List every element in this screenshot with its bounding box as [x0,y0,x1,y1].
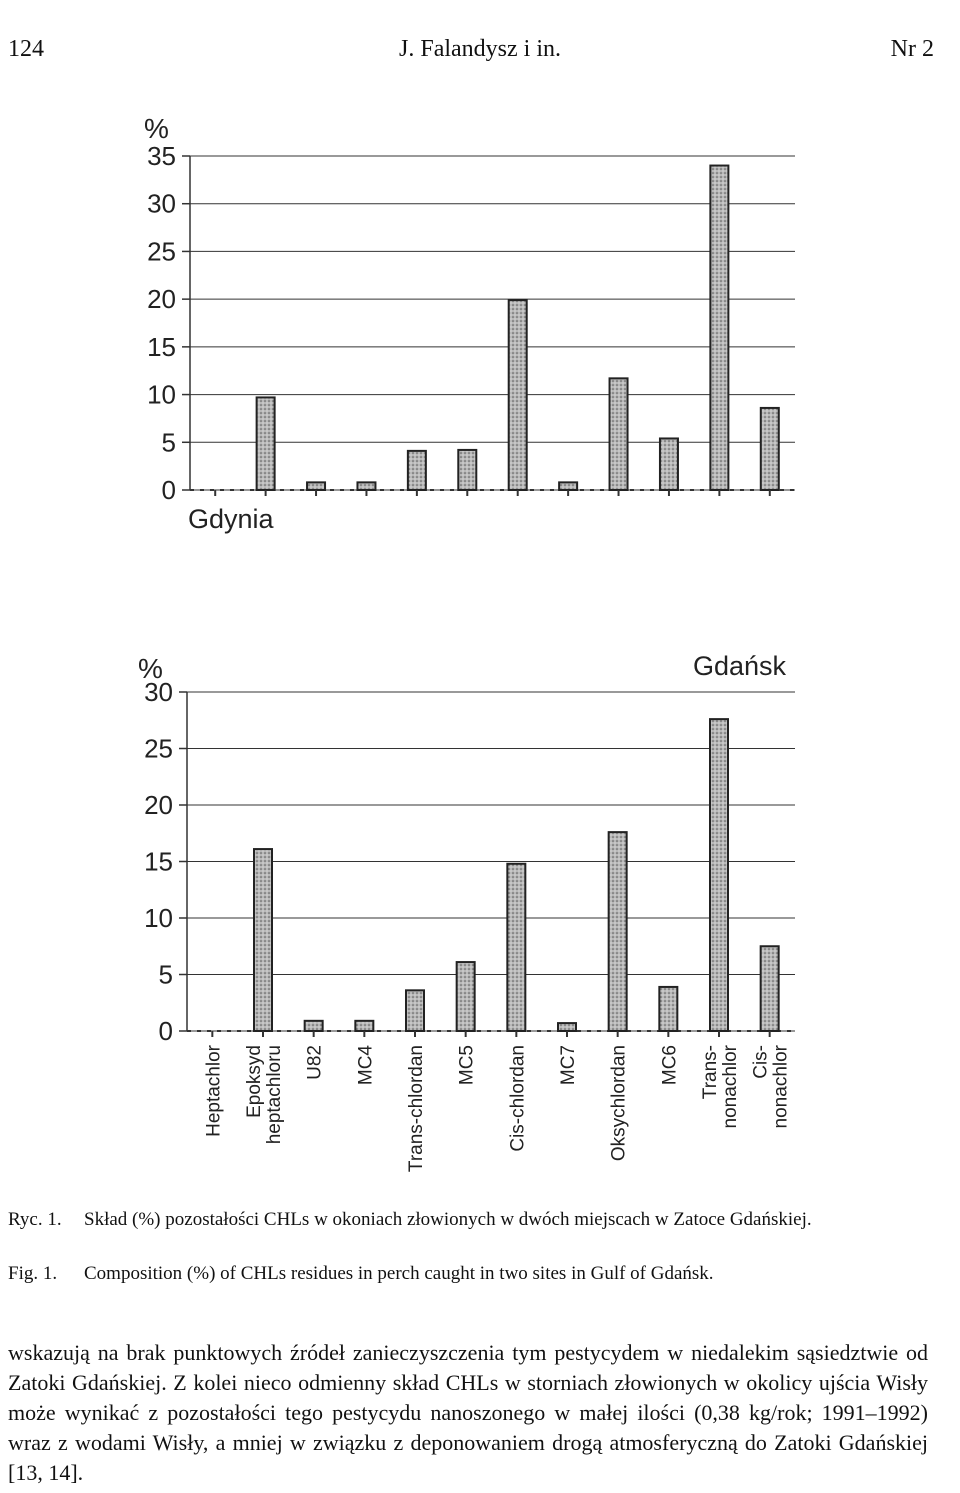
caption-en-label: Fig. 1. [8,1263,58,1284]
y-tick-label: 10 [147,379,176,410]
bar [507,864,525,1031]
bar [355,1021,373,1031]
bar [307,482,325,490]
bar [761,408,779,490]
bar [408,451,426,490]
y-tick-label: 25 [144,733,173,764]
x-tick-label-line: Cis- [750,1045,772,1079]
bar [509,300,527,490]
bar [761,946,779,1031]
bar [610,378,628,490]
bar [660,438,678,490]
page-number: 124 [8,36,44,62]
caption-en-text: Composition (%) of CHLs residues in perch caught in two sites in Gulf of Gdańsk. [84,1263,714,1284]
gdansk-bar-chart [0,640,960,1180]
y-tick-label: 10 [144,903,173,933]
x-tick-label [244,1045,285,1144]
x-tick-label-line: nonachlor [720,1045,741,1129]
y-tick-label: 5 [158,959,173,990]
y-tick-label: 5 [161,427,176,458]
y-tick-label: 15 [147,331,176,362]
x-tick-label-line: Cis-chlordan [507,1045,529,1152]
bar [257,397,275,490]
bar [710,166,728,490]
y-tick-label: 25 [147,236,176,267]
x-tick-label [203,1044,224,1137]
x-tick-label [751,1044,792,1128]
bar [710,719,728,1031]
y-tick-label: 0 [158,1016,173,1046]
figure-caption-polish [8,1208,934,1232]
x-tick-label [507,1045,528,1152]
x-tick-label [305,1045,326,1080]
y-tick-label: 0 [161,475,176,505]
x-tick-label [609,1045,630,1161]
bar [659,987,677,1031]
x-tick-label-line: Oksychlordan [608,1045,630,1162]
x-tick-label [457,1045,478,1085]
bar [305,1021,323,1031]
chart-site-title: Gdynia [188,504,274,534]
x-tick-label-line: MC7 [558,1045,579,1086]
x-tick-label-line: U82 [304,1045,326,1080]
caption-pl-label: Ryc. 1. [8,1209,62,1230]
figure-caption-english [8,1262,934,1286]
body-paragraph: wskazują na brak punktowych źródeł zanieczyszczenia tym pestycydem w niedalekim sąsiedztwie od Zatoki Gdańskiej. Z kolei nieco odmienny skład CHLs w storniach złowionych w okolicy ujścia Wisły może wynikać z pozostałości tego pestycydu nanoszonego w małej ilości (0,38 kg/rok; 1991–1992) wraz z wodami Wisły, a mniej w związku z deponowaniem drogą atmosferyczną do Zatoki Gdańskiej [13, 14]. [8,1340,928,1485]
y-tick-label: 20 [147,284,176,315]
x-tick-label [406,1045,427,1172]
x-tick-label-line: nonachlor [770,1045,792,1129]
x-tick-label-line: Epoksyd [244,1045,265,1118]
caption-pl-text: Skład (%) pozostałości CHLs w okoniach złowionych w dwóch miejscach w Zatoce Gdańskiej. [84,1209,812,1230]
x-tick-label-line: heptachloru [264,1045,285,1145]
x-tick-label-line: MC6 [659,1045,681,1086]
y-tick-label: 20 [144,790,173,820]
bar [609,832,627,1031]
gdynia-bar-chart [0,100,960,560]
y-tick-label: 35 [147,141,176,171]
x-tick-label [659,1045,680,1085]
y-tick-label: 15 [144,846,173,877]
y-tick-label: 30 [144,677,173,707]
y-axis-unit-label: % [144,113,169,144]
x-tick-label-line: MC5 [456,1045,478,1086]
bar [458,450,476,490]
y-axis-unit-label: % [138,653,163,684]
bar [457,962,475,1031]
bar [406,990,424,1031]
x-tick-label [558,1045,579,1085]
x-tick-label-line: Trans-chlordan [406,1045,427,1173]
x-tick-label [355,1045,376,1086]
bar [558,1023,576,1031]
chart-site-title: Gdańsk [692,651,786,681]
issue-number: Nr 2 [890,36,934,62]
running-header-authors: J. Falandysz i in. [399,36,561,62]
y-tick-label: 30 [147,188,176,219]
bar [357,482,375,490]
bar [559,482,577,490]
x-tick-label-line: MC4 [355,1045,377,1086]
bar [254,849,272,1031]
x-tick-label-line: Trans- [700,1045,721,1100]
x-tick-label-line: Heptachlor [203,1045,225,1137]
x-tick-label [700,1044,741,1128]
